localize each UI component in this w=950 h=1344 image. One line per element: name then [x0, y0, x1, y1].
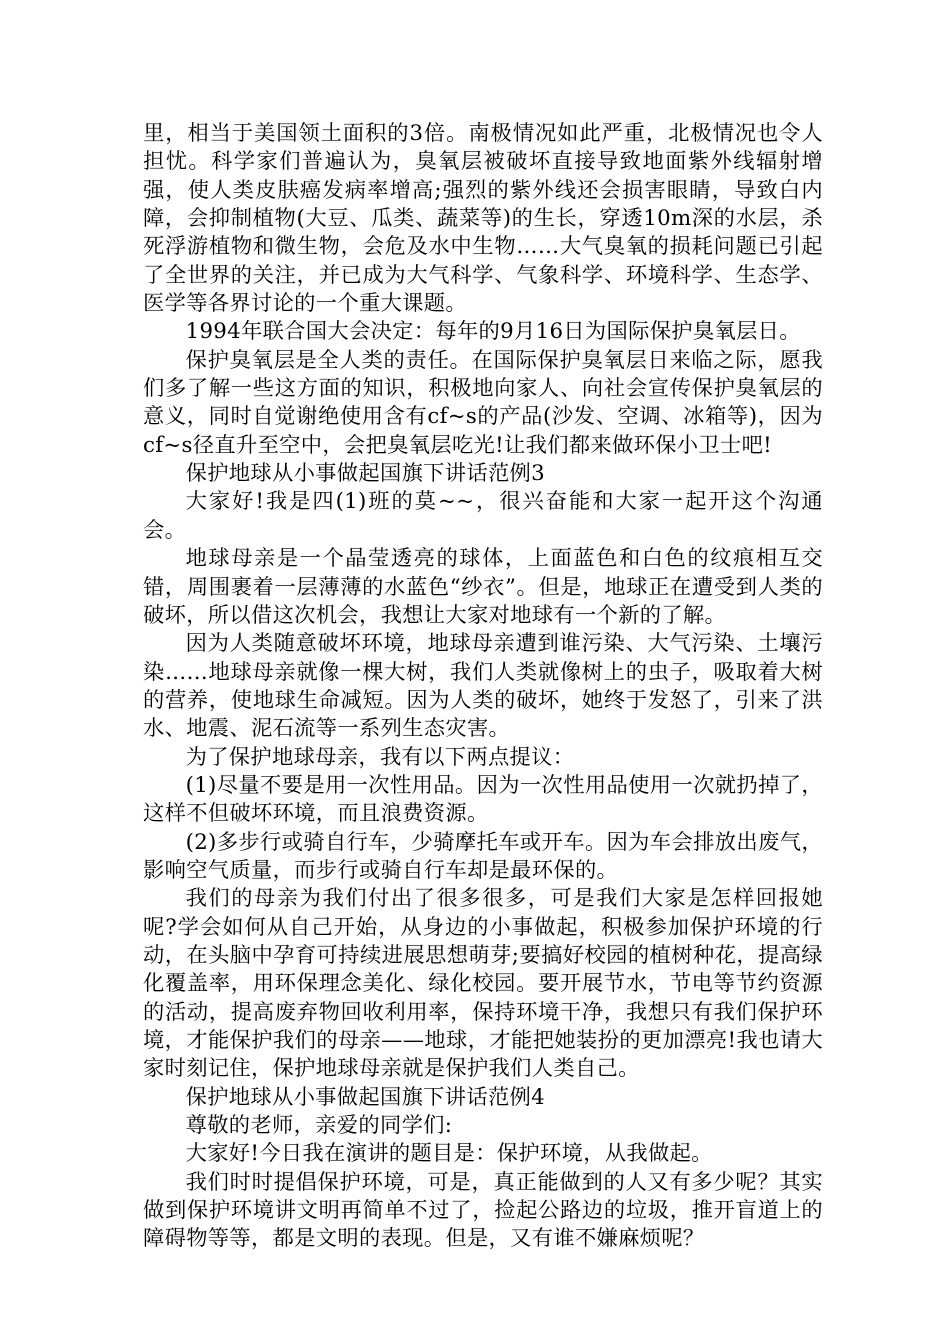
paragraph-mother-earth: 我们的母亲为我们付出了很多很多，可是我们大家是怎样回报她呢?学会如何从自己开始，从身边的小事做起，积极参加保护环境的行动，在头脑中孕育可持续进展思想萌芽;要搞好校园的植树种花，提高绿化覆盖率，用环保理念美化、绿化校园。要开展节水，节电等节约资源的活动，提高废弃物回收利用率，保持环境干净，我想只有我们保护环境，才能保护我们的母亲——地球，才能把她装扮的更加漂亮!我也请大家时刻记住，保护地球母亲就是保护我们人类自己。 [143, 886, 823, 1082]
section-heading-example-3: 保护地球从小事做起国旗下讲话范例3 [185, 461, 545, 487]
paragraph-suggestion-1: (1)尽量不要是用一次性用品。因为一次性用品使用一次就扔掉了，这样不但破坏环境，而且浪费资源。 [143, 772, 823, 827]
paragraph-ozone-continued: 里，相当于美国领土面积的3倍。南极情况如此严重，北极情况也令人担忧。科学家们普遍认为，臭氧层被破坏直接导致地面紫外线辐射增强，使人类皮肤癌发病率增高;强烈的紫外线还会损害眼睛，导致白内障，会抑制植物(大豆、瓜类、蔬菜等)的生长，穿透10m深的水层，杀死浮游植物和微生物，会危及水中生物……大气臭氧的损耗问题已引起了全世界的关注，并已成为大气科学、气象科学、环境科学、生态学、医学等各界讨论的一个重大课题。 [143, 121, 823, 317]
paragraph-earth-description: 地球母亲是一个晶莹透亮的球体，上面蓝色和白色的纹痕相互交错，周围裹着一层薄薄的水蓝色“纱衣”。但是，地球正在遭受到人类的破坏，所以借这次机会，我想让大家对地球有一个新的了解。 [143, 546, 823, 628]
paragraph-greeting-4: 大家好!今日我在演讲的题目是：保护环境，从我做起。 [185, 1141, 713, 1167]
paragraph-greeting-3: 大家好!我是四(1)班的莫~~，很兴奋能和大家一起开这个沟通会。 [143, 489, 823, 543]
paragraph-earth-damage: 因为人类随意破坏环境，地球母亲遭到谁污染、大气污染、土壤污染……地球母亲就像一棵大树，我们人类就像树上的虫子，吸取着大树的营养，使地球生命减短。因为人类的破坏，她终于发怒了，引来了洪水、地震、泥石流等一系列生态灾害。 [143, 631, 823, 742]
paragraph-suggestions-intro: 为了保护地球母亲，我有以下两点提议： [185, 744, 575, 770]
section-heading-example-4: 保护地球从小事做起国旗下讲话范例4 [185, 1084, 545, 1110]
paragraph-civilization: 我们时时提倡保护环境，可是，真正能做到的人又有多少呢？其实做到保护环境讲文明再简单不过了，捡起公路边的垃圾，推开盲道上的障碍物等等，都是文明的表现。但是，又有谁不嫌麻烦呢？ [143, 1169, 823, 1252]
paragraph-salutation-4: 尊敬的老师，亲爱的同学们: [185, 1113, 453, 1139]
paragraph-ozone-day: 1994年联合国大会决定：每年的9月16日为国际保护臭氧层日。 [185, 319, 801, 345]
paragraph-ozone-responsibility: 保护臭氧层是全人类的责任。在国际保护臭氧层日来临之际，愿我们多了解一些这方面的知识，积极地向家人、向社会宣传保护臭氧层的意义，同时自觉谢绝使用含有cf~s的产品(沙发、空调、冰箱等)，因为cf~s径直升至空中，会把臭氧层吃光!让我们都来做环保小卫士吧! [143, 347, 823, 458]
paragraph-suggestion-2: (2)多步行或骑自行车，少骑摩托车或开车。因为车会排放出废气，影响空气质量，而步行或骑自行车却是最环保的。 [143, 829, 823, 883]
document-page [143, 120, 823, 1254]
